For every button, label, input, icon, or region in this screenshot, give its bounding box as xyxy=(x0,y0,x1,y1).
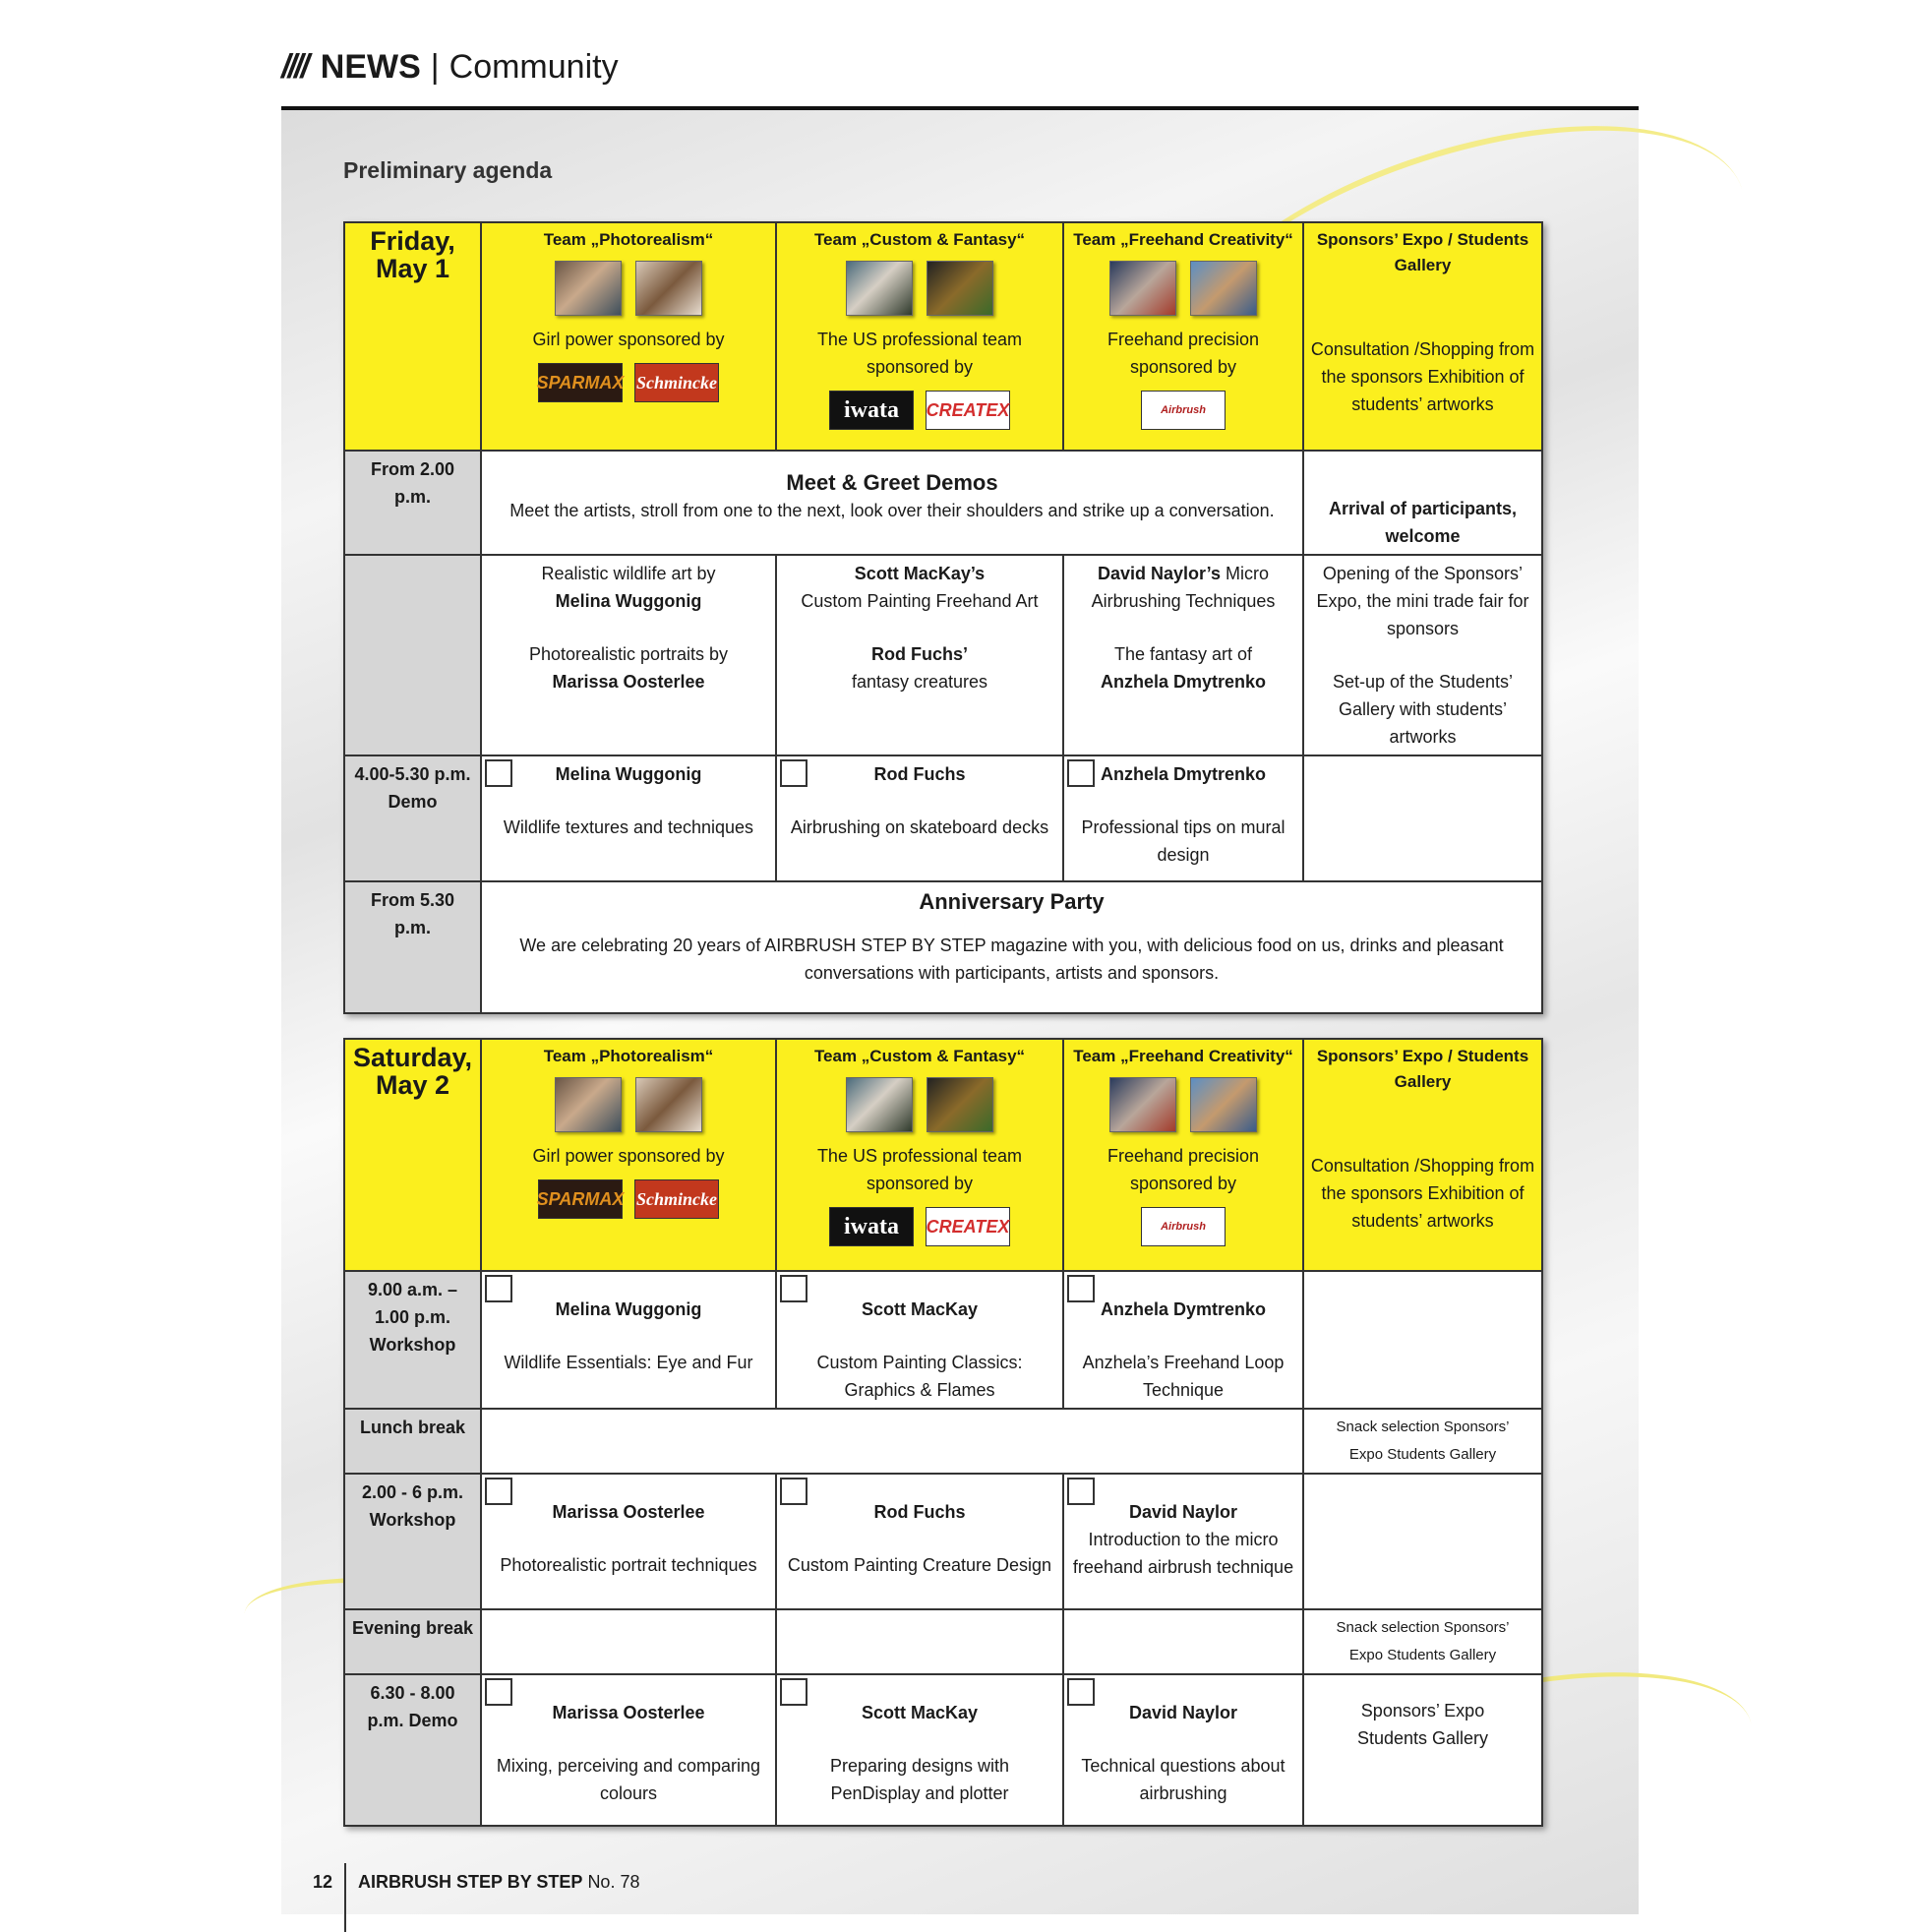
session-topic: Introduction to the micro freehand airbrush technique xyxy=(1072,1530,1294,1577)
session-text: Photorealistic portraits by xyxy=(528,644,729,664)
section-title: NEWS xyxy=(320,47,421,86)
artist-photo xyxy=(927,261,993,316)
time-label: 9.00 a.m. – 1.00 p.m. Workshop xyxy=(344,1271,481,1409)
sponsors-expo-header xyxy=(1303,222,1542,451)
day-label: Saturday, May 2 xyxy=(344,1039,481,1271)
airbrush-logo: Airbrush xyxy=(1141,391,1226,430)
session-topic: Mixing, perceiving and comparing colours xyxy=(496,1756,761,1803)
artist-name: Rod Fuchs xyxy=(873,764,966,784)
artist-name: Marissa Oosterlee xyxy=(552,672,705,692)
session-checkbox[interactable] xyxy=(1067,1478,1095,1505)
artist-photo xyxy=(635,261,702,316)
session-cell xyxy=(481,555,776,755)
session-cell xyxy=(481,755,776,881)
session-topic: Airbrushing on skateboard decks xyxy=(790,817,1049,837)
sparmax-logo: SPARMAX xyxy=(538,363,623,402)
session-text: The fantasy art of xyxy=(1113,644,1253,664)
team-description: Freehand precision sponsored by xyxy=(1107,1146,1260,1193)
team-name: Team „Custom & Fantasy“ xyxy=(813,230,1026,249)
time-label: 6.30 - 8.00 p.m. Demo xyxy=(344,1674,481,1826)
artist-photo xyxy=(846,1077,913,1132)
agenda-row xyxy=(344,1609,1542,1674)
session-topic: Custom Painting Classics: Graphics & Flames xyxy=(816,1353,1023,1400)
time-label: Lunch break xyxy=(344,1409,481,1474)
side-cell xyxy=(1303,1474,1542,1609)
section-header xyxy=(281,45,619,89)
createx-logo: CREATEX xyxy=(926,1207,1010,1246)
party-cell xyxy=(481,881,1542,1013)
team-name: Sponsors’ Expo / Students Gallery xyxy=(1316,1047,1529,1091)
header-separator: | xyxy=(430,47,440,86)
artist-name: Scott MacKay xyxy=(861,1703,979,1722)
session-text: Airbrushing Techniques xyxy=(1091,591,1276,611)
airbrush-logo: Airbrush xyxy=(1141,1207,1226,1246)
artist-photo xyxy=(1109,1077,1176,1132)
artist-name: Rod Fuchs’ xyxy=(871,644,968,664)
team-description: The US professional team sponsored by xyxy=(816,1146,1023,1193)
session-checkbox[interactable] xyxy=(780,1678,807,1706)
event-title: Anniversary Party xyxy=(919,889,1105,914)
session-topic: Custom Painting Creature Design xyxy=(787,1555,1052,1575)
artist-name: Melina Wuggonig xyxy=(555,764,702,784)
time-label: 4.00-5.30 p.m. Demo xyxy=(344,755,481,881)
event-title: Meet & Greet Demos xyxy=(786,470,998,495)
session-checkbox[interactable] xyxy=(485,1678,512,1706)
team-custom-fantasy xyxy=(776,1039,1063,1271)
team-description: Girl power sponsored by xyxy=(532,1146,725,1166)
session-cell xyxy=(1063,1474,1303,1609)
artist-name: Rod Fuchs xyxy=(873,1502,966,1522)
artist-photo xyxy=(635,1077,702,1132)
session-topic: Wildlife textures and techniques xyxy=(503,817,754,837)
time-label: 2.00 - 6 p.m. Workshop xyxy=(344,1474,481,1609)
page-footer xyxy=(313,1847,639,1916)
time-label: From 5.30 p.m. xyxy=(344,881,481,1013)
team-custom-fantasy xyxy=(776,222,1063,451)
slash-mark: //// xyxy=(281,47,307,86)
session-checkbox[interactable] xyxy=(780,1275,807,1302)
session-text: fantasy creatures xyxy=(851,672,988,692)
session-topic: Photorealistic portrait techniques xyxy=(500,1555,757,1575)
break-cell xyxy=(776,1609,1063,1674)
schmincke-logo: Schmincke xyxy=(634,1179,719,1219)
saturday-agenda-table xyxy=(343,1038,1543,1827)
team-name: Team „Photorealism“ xyxy=(543,230,714,249)
break-cell xyxy=(481,1409,1303,1474)
session-cell xyxy=(776,555,1063,755)
session-text: Set-up of the Students’ Gallery with students’ artworks xyxy=(1332,672,1514,747)
session-checkbox[interactable] xyxy=(1067,1275,1095,1302)
artist-photo xyxy=(1190,261,1257,316)
session-checkbox[interactable] xyxy=(1067,1678,1095,1706)
artist-name: David Naylor xyxy=(1128,1703,1238,1722)
team-name: Sponsors’ Expo / Students Gallery xyxy=(1316,230,1529,274)
session-cell xyxy=(481,1271,776,1409)
session-checkbox[interactable] xyxy=(780,1478,807,1505)
issue-number: No. 78 xyxy=(587,1871,640,1892)
session-cell xyxy=(1063,1271,1303,1409)
side-cell xyxy=(1303,1271,1542,1409)
event-text: Meet the artists, stroll from one to the next, look over their shoulders and strike up a conversation. xyxy=(509,501,1275,520)
side-cell: Snack selection Sponsors’ Expo Students Gallery xyxy=(1303,1409,1542,1474)
team-name: Team „Custom & Fantasy“ xyxy=(813,1047,1026,1065)
time-label: Evening break xyxy=(344,1609,481,1674)
session-checkbox[interactable] xyxy=(1067,759,1095,787)
session-cell xyxy=(1063,755,1303,881)
session-topic: Professional tips on mural design xyxy=(1081,817,1286,865)
session-topic: Preparing designs with PenDisplay and plotter xyxy=(829,1756,1010,1803)
break-cell xyxy=(1063,1609,1303,1674)
artist-name: Scott MacKay’s xyxy=(854,564,986,583)
artist-name: Anzhela Dymtrenko xyxy=(1100,1299,1267,1319)
day-label: Friday, May 1 xyxy=(344,222,481,451)
side-cell: Snack selection Sponsors’ Expo Students Gallery xyxy=(1303,1609,1542,1674)
page-number: 12 xyxy=(313,1871,333,1892)
time-label xyxy=(344,555,481,755)
team-freehand-creativity xyxy=(1063,1039,1303,1271)
section-category: Community xyxy=(449,47,619,86)
agenda-row xyxy=(344,1674,1542,1826)
team-header-row xyxy=(344,222,1542,451)
team-description: The US professional team sponsored by xyxy=(816,330,1023,377)
artist-photo xyxy=(555,261,622,316)
iwata-logo: iwata xyxy=(829,391,914,430)
team-name: Team „Freehand Creativity“ xyxy=(1073,1047,1293,1065)
side-cell: Arrival of participants, welcome xyxy=(1303,451,1542,555)
artist-photo xyxy=(1190,1077,1257,1132)
session-cell xyxy=(481,1474,776,1609)
session-checkbox[interactable] xyxy=(485,759,512,787)
session-cell xyxy=(776,1474,1063,1609)
team-name: Team „Freehand Creativity“ xyxy=(1073,230,1293,249)
team-description: Girl power sponsored by xyxy=(532,330,725,349)
agenda-row xyxy=(344,555,1542,755)
session-topic: Wildlife Essentials: Eye and Fur xyxy=(504,1353,753,1372)
sparmax-logo: SPARMAX xyxy=(538,1179,623,1219)
team-photorealism xyxy=(481,1039,776,1271)
createx-logo: CREATEX xyxy=(926,391,1010,430)
session-cell xyxy=(1063,555,1303,755)
team-name: Team „Photorealism“ xyxy=(543,1047,714,1065)
team-description: Consultation /Shopping from the sponsors Exhibition of students’ artworks xyxy=(1310,1156,1535,1231)
artist-photo xyxy=(927,1077,993,1132)
artist-name: Scott MacKay xyxy=(861,1299,979,1319)
sponsors-expo-header xyxy=(1303,1039,1542,1271)
side-cell xyxy=(1303,555,1542,755)
team-header-row xyxy=(344,1039,1542,1271)
side-cell: Sponsors’ Expo Students Gallery xyxy=(1303,1674,1542,1826)
artist-name: Melina Wuggonig xyxy=(555,591,702,611)
session-text: Opening of the Sponsors’ Expo, the mini trade fair for sponsors xyxy=(1316,564,1529,638)
session-checkbox[interactable] xyxy=(485,1275,512,1302)
team-description: Consultation /Shopping from the sponsors Exhibition of students’ artworks xyxy=(1310,339,1535,414)
meet-greet-cell xyxy=(481,451,1303,555)
magazine-name: AIRBRUSH STEP BY STEP xyxy=(358,1871,583,1892)
session-text: Realistic wildlife art by xyxy=(541,564,716,583)
session-cell xyxy=(776,1674,1063,1826)
team-freehand-creativity xyxy=(1063,222,1303,451)
break-cell xyxy=(481,1609,776,1674)
artist-name: Melina Wuggonig xyxy=(555,1299,702,1319)
artist-name: David Naylor’s xyxy=(1097,564,1222,583)
artist-name: Anzhela Dmytrenko xyxy=(1100,764,1267,784)
friday-agenda-table xyxy=(343,221,1543,1014)
agenda-row xyxy=(344,1271,1542,1409)
time-label: From 2.00 p.m. xyxy=(344,451,481,555)
agenda-row xyxy=(344,881,1542,1013)
artist-photo xyxy=(1109,261,1176,316)
agenda-row xyxy=(344,451,1542,555)
session-cell xyxy=(776,755,1063,881)
agenda-subtitle: Preliminary agenda xyxy=(343,157,553,183)
side-cell xyxy=(1303,755,1542,881)
header-rule xyxy=(281,106,1639,110)
session-topic: Anzhela’s Freehand Loop Technique xyxy=(1082,1353,1285,1400)
artist-photo xyxy=(555,1077,622,1132)
agenda-row xyxy=(344,755,1542,881)
schmincke-logo: Schmincke xyxy=(634,363,719,402)
session-checkbox[interactable] xyxy=(780,759,807,787)
session-cell xyxy=(481,1674,776,1826)
team-photorealism xyxy=(481,222,776,451)
artist-name: Marissa Oosterlee xyxy=(552,1502,705,1522)
artist-name: David Naylor xyxy=(1128,1502,1238,1522)
artist-photo xyxy=(846,261,913,316)
footer-divider xyxy=(344,1863,346,1932)
agenda-row xyxy=(344,1409,1542,1474)
session-topic: Technical questions about airbrushing xyxy=(1081,1756,1286,1803)
artist-name: Marissa Oosterlee xyxy=(552,1703,705,1722)
session-cell xyxy=(776,1271,1063,1409)
artist-name: Anzhela Dmytrenko xyxy=(1100,672,1267,692)
team-description: Freehand precision sponsored by xyxy=(1107,330,1260,377)
event-text: We are celebrating 20 years of AIRBRUSH STEP BY STEP magazine with you, with delicious food on us, drinks and pleasant conversations with participants, artists and sponsors. xyxy=(519,936,1504,983)
iwata-logo: iwata xyxy=(829,1207,914,1246)
session-text: Micro xyxy=(1226,564,1270,583)
session-text: Custom Painting Freehand Art xyxy=(801,591,1039,611)
session-cell xyxy=(1063,1674,1303,1826)
agenda-row xyxy=(344,1474,1542,1609)
session-checkbox[interactable] xyxy=(485,1478,512,1505)
